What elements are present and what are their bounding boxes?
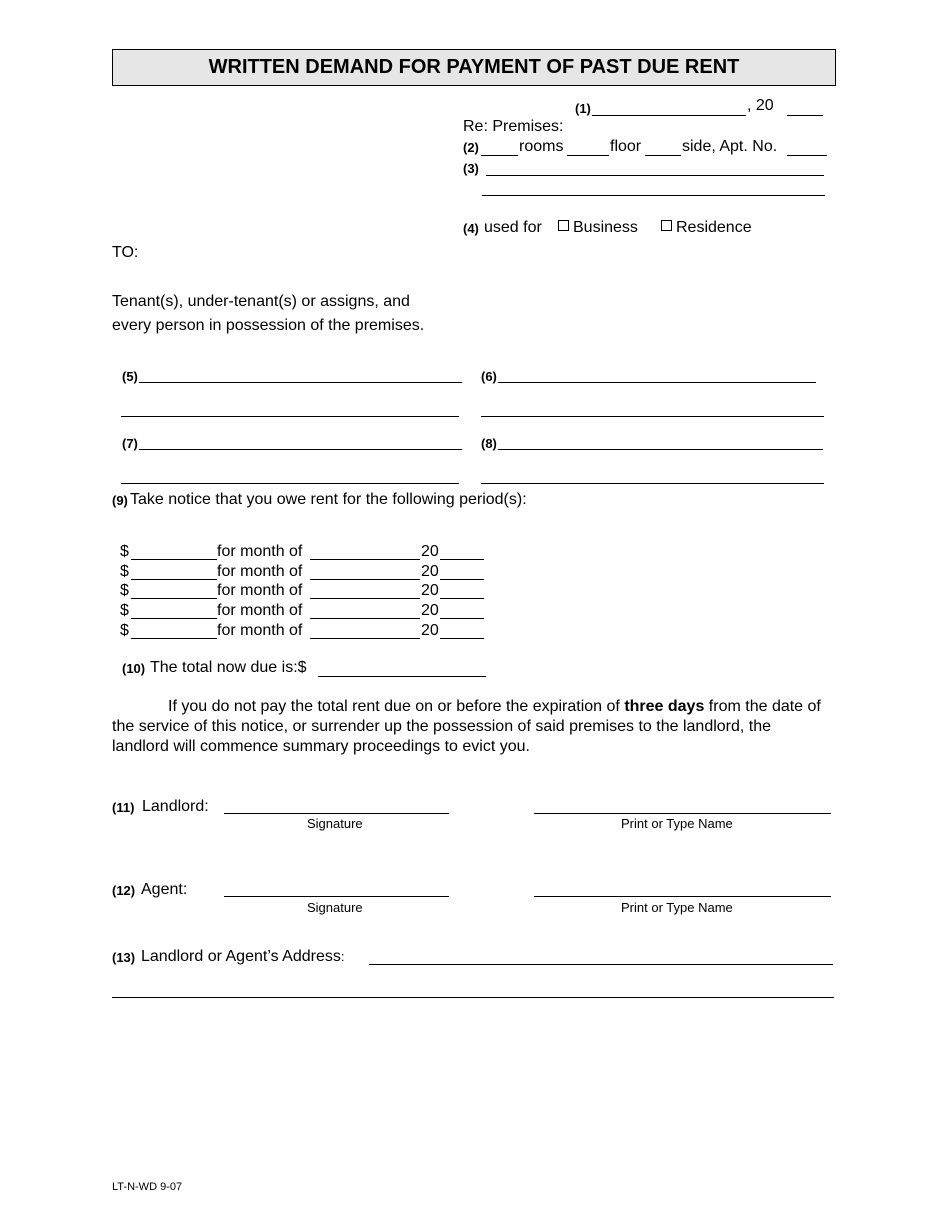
- agent-signature-caption: Signature: [307, 900, 363, 915]
- address-field-1[interactable]: [369, 964, 833, 965]
- apt-number-field[interactable]: [787, 155, 827, 156]
- business-option[interactable]: [558, 219, 638, 237]
- landlord-number: (11): [112, 800, 135, 815]
- address-field-2[interactable]: [112, 997, 834, 998]
- rent-amount-field[interactable]: [131, 638, 217, 639]
- year-prefix: , 20: [747, 97, 774, 114]
- year-label: 20: [421, 562, 439, 580]
- form-title: WRITTEN DEMAND FOR PAYMENT OF PAST DUE RENT: [112, 49, 836, 86]
- used-for-label: used for: [484, 219, 542, 236]
- rooms-number: (2): [463, 140, 479, 155]
- residence-checkbox[interactable]: [661, 220, 672, 231]
- premises-heading: Re: Premises:: [463, 118, 564, 135]
- agent-label: Agent:: [141, 881, 188, 898]
- rent-year-field[interactable]: [440, 559, 484, 560]
- form-code: LT-N-WD 9-07: [112, 1181, 183, 1193]
- rent-row: [120, 543, 490, 563]
- landlord-label: Landlord:: [142, 798, 209, 815]
- rooms-field[interactable]: [481, 155, 518, 156]
- business-checkbox[interactable]: [558, 220, 569, 231]
- month-label: for month of: [217, 543, 303, 560]
- address-label: Landlord or Agent’s Address:: [141, 948, 345, 965]
- dollar-sign: $: [120, 602, 129, 620]
- agent-number: (12): [112, 883, 136, 898]
- year-label: 20: [421, 621, 439, 639]
- rent-month-field[interactable]: [310, 598, 420, 599]
- month-label: for month of: [217, 621, 303, 639]
- tenants-text-2: every person in possession of the premises.: [112, 317, 425, 334]
- rent-month-field[interactable]: [310, 638, 420, 639]
- agent-name-caption: Print or Type Name: [621, 900, 733, 915]
- month-label: for month of: [217, 582, 303, 600]
- dollar-sign: $: [120, 621, 129, 639]
- address-block-number: (13): [112, 950, 136, 965]
- field8-number: (8): [481, 436, 497, 451]
- residence-label: Residence: [676, 219, 752, 236]
- to-label: TO:: [112, 244, 139, 261]
- rent-row: [120, 563, 490, 583]
- side-field[interactable]: [645, 155, 681, 156]
- total-label: The total now due is:$: [150, 659, 307, 676]
- eviction-notice-paragraph: If you do not pay the total rent due on or before the expiration of three days from the date of the service of this notice, or surrender up the possession of said premises to the landlord, the landlord will commence summary proceedings to evict you.: [112, 698, 821, 755]
- agent-name-field[interactable]: [534, 896, 831, 897]
- rent-month-field[interactable]: [310, 559, 420, 560]
- premises-address-field-2[interactable]: [482, 195, 825, 196]
- dollar-sign: $: [120, 582, 129, 600]
- year-label: 20: [421, 582, 439, 600]
- notice-text: Take notice that you owe rent for the following period(s):: [130, 491, 527, 508]
- tenant-field-5b[interactable]: [121, 416, 459, 417]
- residence-option[interactable]: [661, 219, 752, 237]
- use-number: (4): [463, 221, 479, 236]
- side-apt-label: side, Apt. No.: [682, 138, 778, 155]
- rent-amount-field[interactable]: [131, 579, 217, 580]
- rooms-label: rooms: [519, 138, 564, 155]
- field7-number: (7): [122, 436, 138, 451]
- field5-number: (5): [122, 369, 138, 384]
- rent-month-field[interactable]: [310, 579, 420, 580]
- tenant-field-5[interactable]: [139, 382, 462, 383]
- rent-amount-field[interactable]: [131, 559, 217, 560]
- total-field[interactable]: [318, 676, 486, 677]
- dollar-sign: $: [120, 562, 129, 580]
- total-number: (10): [122, 661, 146, 676]
- rent-row: [120, 602, 490, 622]
- three-days-emphasis: three days: [624, 698, 705, 715]
- date-field[interactable]: [592, 115, 746, 116]
- date-number: (1): [575, 101, 591, 116]
- rent-month-field[interactable]: [310, 618, 420, 619]
- rent-year-field[interactable]: [440, 579, 484, 580]
- landlord-signature-field[interactable]: [224, 813, 449, 814]
- landlord-name-field[interactable]: [534, 813, 831, 814]
- tenant-field-6b[interactable]: [481, 416, 824, 417]
- rent-row: [120, 622, 490, 642]
- year-field[interactable]: [787, 115, 823, 116]
- year-label: 20: [421, 543, 439, 560]
- rent-year-field[interactable]: [440, 618, 484, 619]
- address-number: (3): [463, 161, 479, 176]
- month-label: for month of: [217, 602, 303, 620]
- rent-row: [120, 582, 490, 602]
- premises-address-field-1[interactable]: [486, 175, 824, 176]
- tenant-field-8b[interactable]: [481, 483, 824, 484]
- rent-amount-field[interactable]: [131, 618, 217, 619]
- floor-label: floor: [610, 138, 642, 155]
- tenant-field-6[interactable]: [498, 382, 816, 383]
- agent-signature-field[interactable]: [224, 896, 449, 897]
- rent-year-field[interactable]: [440, 638, 484, 639]
- business-label: Business: [573, 219, 638, 236]
- landlord-name-caption: Print or Type Name: [621, 816, 733, 831]
- dollar-sign: $: [120, 543, 129, 560]
- tenants-text-1: Tenant(s), under-tenant(s) or assigns, and: [112, 293, 410, 310]
- month-label: for month of: [217, 562, 303, 580]
- landlord-signature-caption: Signature: [307, 816, 363, 831]
- field6-number: (6): [481, 369, 497, 384]
- rent-year-field[interactable]: [440, 598, 484, 599]
- floor-field[interactable]: [567, 155, 609, 156]
- tenant-field-7b[interactable]: [121, 483, 459, 484]
- notice-number: (9): [112, 493, 128, 508]
- tenant-field-7[interactable]: [139, 449, 462, 450]
- year-label: 20: [421, 602, 439, 620]
- tenant-field-8[interactable]: [498, 449, 823, 450]
- rent-amount-field[interactable]: [131, 598, 217, 599]
